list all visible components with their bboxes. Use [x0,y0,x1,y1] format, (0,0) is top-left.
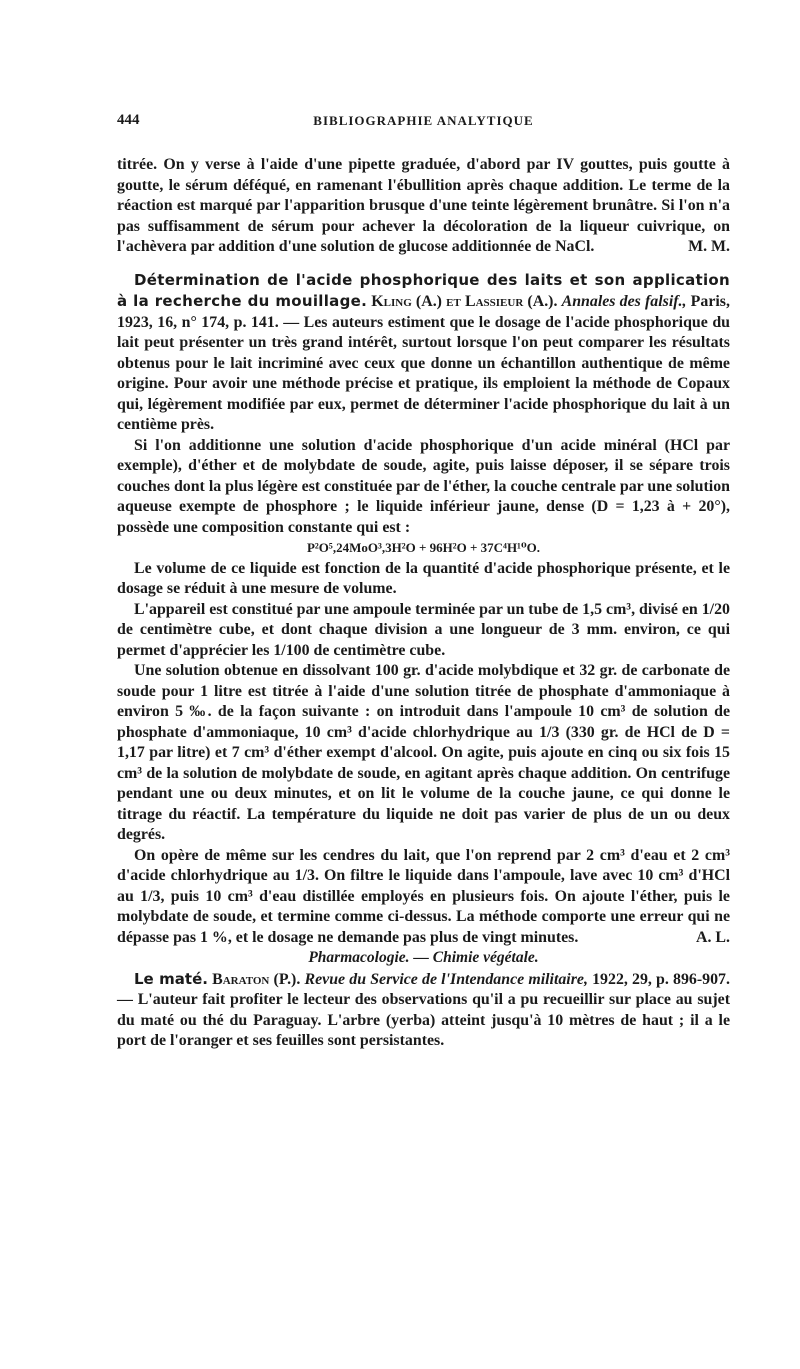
page-header [117,112,730,134]
article3-author: Baraton (P.). [212,970,301,988]
article2-authors: Kling (A.) et Lassieur (A.). [371,293,558,310]
article2-intro-paragraph [117,270,730,436]
article1-text [117,155,730,258]
article2-paragraph-2: Si l'on additionne une solution d'acide phosphorique d'un acide minéral (HCl par exemple), d'éther et de molybdate de soude, agite, puis laisse déposer, il se sépare trois couches dont la plus légère est constituée par de l'éther, la couche centrale par une solution aqueuse exempte de phosphore ; le liquide inférieur jaune, dense (D = 1,23 à + 20°), possède une composition constante qui est : [117,436,730,536]
article1-initials: M. M. [688,238,730,255]
article2-paragraph-6-text: On opère de même sur les cendres du lait, que l'on reprend par 2 cm³ d'eau et 2 cm³ d'acide chlorhydrique au 1/3. On filtre le liquide dans l'ampoule, lave avec 10 cm³ d'HCl au 1/3, puis 10 cm³ d'eau distillée employés en plusieurs fois. On ajoute l'éther, puis le molybdate de soude, et termine comme ci-dessus. La méthode comporte une erreur qui ne dépasse pas 1 %, et le dosage ne demande pas plus de vingt minutes. [117,846,730,946]
article2-journal: Annales des falsif., [561,293,687,310]
article3-paragraph [117,969,730,1052]
page-body [117,155,730,1052]
article2-paragraph-6 [117,846,730,949]
article2-intro: — Les auteurs estiment que le dosage de l'acide phosphorique du lait peut présenter un très grand intérêt, surtout lorsque l'on peut comparer les résultats obtenus pour le lait incriminé avec ceux que donne un échantillon authentique de même origine. Pour avoir une méthode précise et pratique, ils emploient la méthode de Copaux qui, légèrement modifiée par eux, permet de déterminer l'acide phosphorique du lait à un centième près. [117,313,730,433]
chemical-formula: P²O⁵,24MoO³,3H²O + 96H²O + 37C⁴H¹⁰O. [306,540,541,555]
article3-text: — L'auteur fait profiter le lecteur des observations qu'il a pu recueillir sur place au sujet du maté ou thé du Paraguay. L'arbre (yerba) atteint jusqu'à 10 mètres de haut ; il a le port de l'oranger et ses feuilles sont persistantes. [117,991,730,1049]
article3-source: 1922, 29, p. 896-907. [592,970,730,988]
article2-paragraph-5: Une solution obtenue en dissolvant 100 gr. d'acide molybdique et 32 gr. de carbonate de soude pour 1 litre est titrée à l'aide d'une solution titrée de phosphate d'ammoniaque à environ 5 ‰. de la façon suivante : on introduit dans l'ampoule 10 cm³ de solution de phosphate d'ammoniaque, 10 cm³ d'acide chlorhydrique au 1/3 (330 gr. de HCl de D = 1,17 par litre) et 7 cm³ d'éther exempt d'alcool. On agite, puis ajoute en cinq ou six fois 15 cm³ de la solution de molybdate de soude, en agitant après chaque addition. On centrifuge pendant une ou deux minutes, et on lit le volume de la couche jaune, ce qui donne le titrage du réactif. La température du liquide ne doit pas varier de plus de un ou deux degrés. [117,662,730,843]
page-number: 444 [117,112,140,128]
article2-initials: A. L. [696,928,730,946]
article2-source: Paris, 1923, 16, n° 174, p. 141. [117,293,730,331]
article2-paragraph-3: Le volume de ce liquide est fonction de la quantité d'acide phosphorique présente, et le dosage se réduit à une mesure de volume. [117,559,730,597]
section-heading: Pharmacologie. — Chimie végétale. [308,949,539,966]
running-title: BIBLIOGRAPHIE ANALYTIQUE [313,113,534,128]
article3-journal: Revue du Service de l'Intendance militaire, [304,970,588,988]
article2-title: Détermination de l'acide phosphorique des laits et son application à la recherche du mouillage. [117,270,730,310]
article3-title: Le maté. [134,969,208,988]
article1-paragraph: titrée. On y verse à l'aide d'une pipette graduée, d'abord par IV gouttes, puis goutte à goutte, le sérum déféqué, en ramenant l'ébullition après chaque addition. Le terme de la réaction est marqué par l'apparition brusque d'une teinte légèrement brunâtre. Si l'on n'a pas suffisamment de sérum pour achever la décoloration de la liqueur cuivrique, on l'achèvera par addition d'une solution de glucose additionnée de NaCl. [117,156,730,255]
article2-paragraph-4: L'appareil est constitué par une ampoule terminée par un tube de 1,5 cm³, divisé en 1/20 de centimètre cube, et dont chaque division a une longueur de 3 mm. environ, ce qui permet d'apprécier les 1/100 de centimètre cube. [117,600,730,659]
